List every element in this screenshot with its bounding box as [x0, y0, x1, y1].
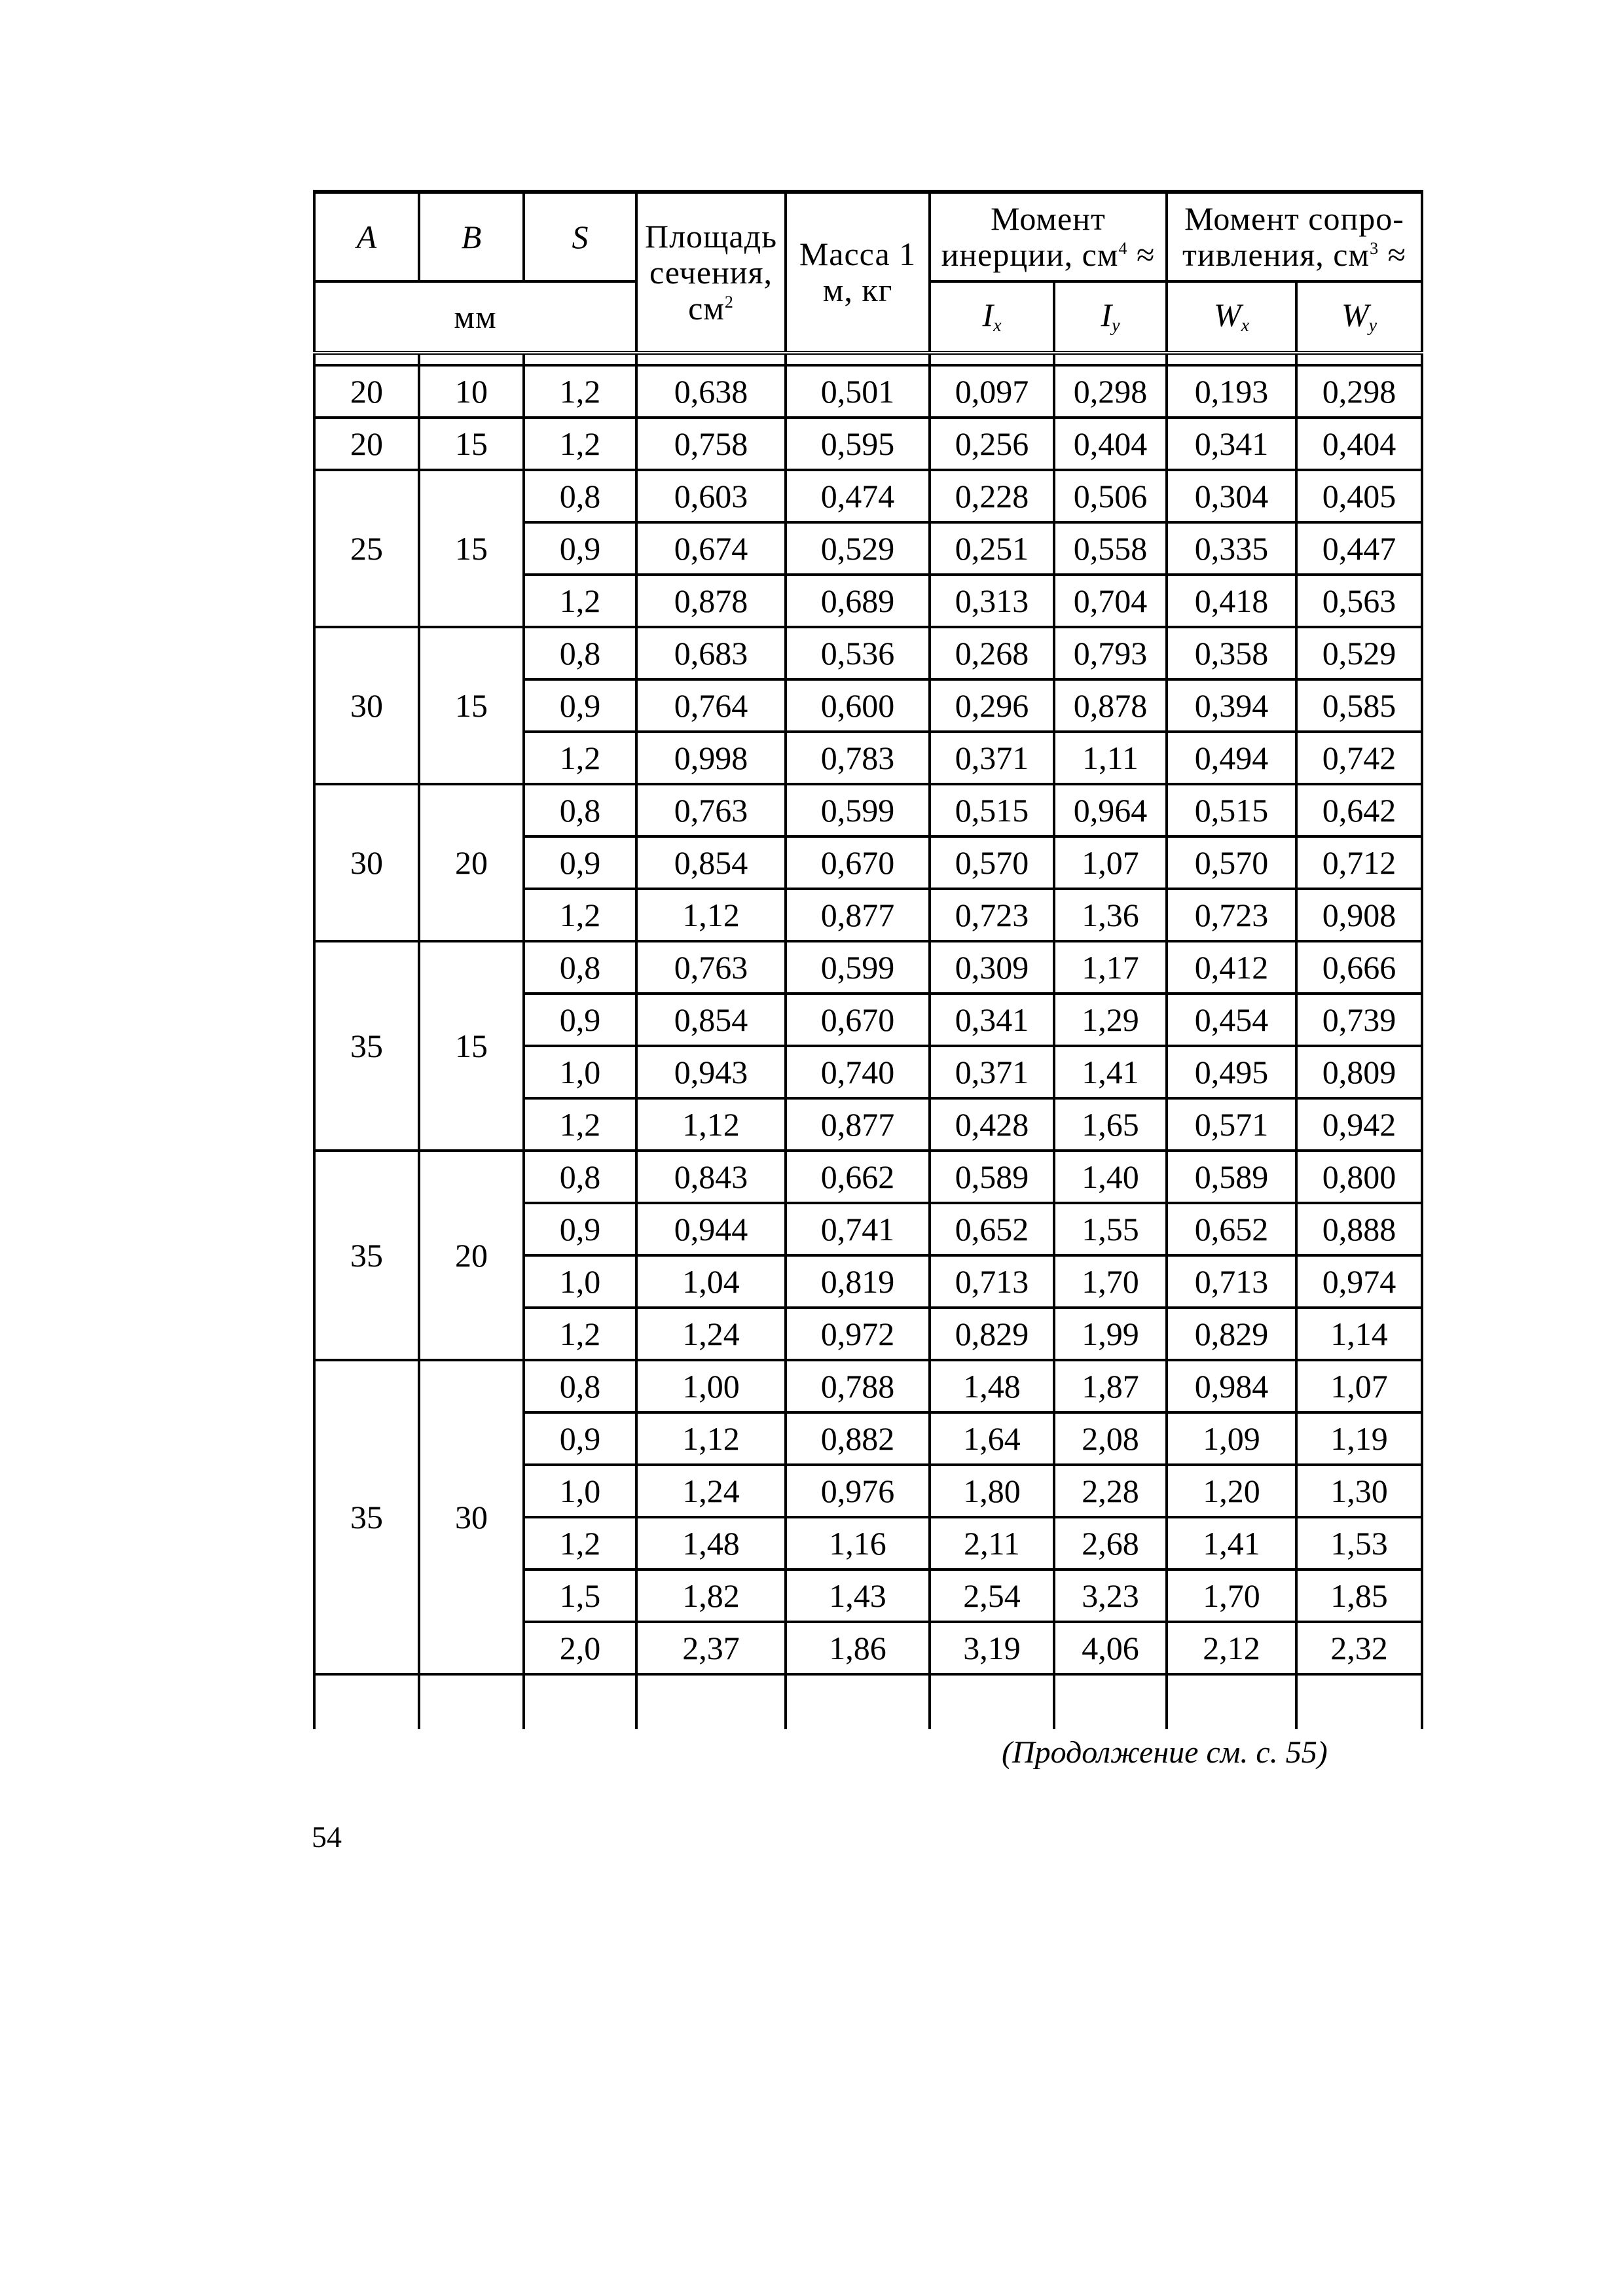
cell-area: 0,943 — [636, 1046, 786, 1098]
cell-wy: 0,739 — [1296, 994, 1422, 1046]
cell-s: 1,2 — [524, 889, 636, 941]
cell-wy: 1,19 — [1296, 1412, 1422, 1465]
cell-area: 0,758 — [636, 418, 786, 470]
cell-s: 0,8 — [524, 1360, 636, 1412]
cell-mass: 0,972 — [786, 1308, 930, 1360]
cell-s: 0,8 — [524, 941, 636, 994]
cell-s: 0,8 — [524, 784, 636, 836]
header-wx-sub: x — [1241, 315, 1250, 336]
header-ix — [930, 281, 1054, 353]
cell-wx: 1,20 — [1167, 1465, 1296, 1517]
cell-wx: 0,829 — [1167, 1308, 1296, 1360]
cell-wy: 1,14 — [1296, 1308, 1422, 1360]
empty-cell — [1167, 1674, 1296, 1729]
cell-wx: 0,358 — [1167, 627, 1296, 679]
cell-wx: 0,193 — [1167, 365, 1296, 418]
cell-iy: 0,558 — [1054, 522, 1167, 575]
cell-b: 15 — [419, 941, 524, 1151]
cell-area: 0,674 — [636, 522, 786, 575]
cell-iy: 0,298 — [1054, 365, 1167, 418]
header-wx — [1167, 281, 1296, 353]
cell-a: 20 — [314, 365, 419, 418]
table-body — [314, 353, 1422, 1729]
cell-iy: 1,87 — [1054, 1360, 1167, 1412]
cell-s: 0,9 — [524, 1412, 636, 1465]
cell-iy: 1,55 — [1054, 1203, 1167, 1255]
cell-mass: 0,600 — [786, 679, 930, 732]
cell-b: 20 — [419, 1151, 524, 1360]
header-inertia — [930, 192, 1167, 281]
table-row — [314, 1151, 1422, 1203]
cell-a: 35 — [314, 941, 419, 1151]
header-inertia-text: Момент инерции, см — [941, 200, 1119, 273]
cell-mass: 0,529 — [786, 522, 930, 575]
cell-a: 25 — [314, 470, 419, 627]
cell-area: 1,24 — [636, 1308, 786, 1360]
header-resist-approx: ≈ — [1387, 236, 1407, 273]
header-inertia-approx: ≈ — [1136, 236, 1156, 273]
cell-area: 0,764 — [636, 679, 786, 732]
cell-wx: 0,495 — [1167, 1046, 1296, 1098]
header-iy-sub: y — [1112, 315, 1120, 336]
cell-ix: 0,251 — [930, 522, 1054, 575]
header-wy-base: W — [1341, 296, 1369, 334]
cell-s: 1,2 — [524, 732, 636, 784]
cell-b: 15 — [419, 470, 524, 627]
cell-ix: 0,296 — [930, 679, 1054, 732]
header-area-unit: см — [688, 289, 725, 327]
header-resist-exp: 3 — [1370, 239, 1379, 258]
cell-mass: 0,662 — [786, 1151, 930, 1203]
separator-cell — [1054, 353, 1167, 365]
empty-cell — [930, 1674, 1054, 1729]
table-row — [314, 941, 1422, 994]
cell-ix: 0,652 — [930, 1203, 1054, 1255]
cell-ix: 0,313 — [930, 575, 1054, 627]
cell-ix: 0,723 — [930, 889, 1054, 941]
cell-wx: 1,70 — [1167, 1570, 1296, 1622]
cell-area: 1,12 — [636, 1098, 786, 1151]
header-mass: Масса 1 м, кг — [786, 192, 930, 353]
cell-mass: 1,86 — [786, 1622, 930, 1674]
cell-wy: 0,298 — [1296, 365, 1422, 418]
cell-wy: 0,404 — [1296, 418, 1422, 470]
cell-mass: 0,474 — [786, 470, 930, 522]
header-a: A — [314, 192, 419, 281]
page-number: 54 — [312, 1820, 342, 1854]
cell-wy: 0,974 — [1296, 1255, 1422, 1308]
cell-area: 1,24 — [636, 1465, 786, 1517]
cell-ix: 0,713 — [930, 1255, 1054, 1308]
cell-s: 0,8 — [524, 1151, 636, 1203]
cell-wx: 0,341 — [1167, 418, 1296, 470]
cell-wy: 0,585 — [1296, 679, 1422, 732]
cell-mass: 0,783 — [786, 732, 930, 784]
cell-area: 0,998 — [636, 732, 786, 784]
cell-area: 0,763 — [636, 941, 786, 994]
header-separator-row — [314, 353, 1422, 365]
cell-s: 0,9 — [524, 836, 636, 889]
empty-cell — [786, 1674, 930, 1729]
cell-wy: 0,405 — [1296, 470, 1422, 522]
header-area — [636, 192, 786, 353]
cell-iy: 1,11 — [1054, 732, 1167, 784]
empty-cell — [314, 1674, 419, 1729]
cell-ix: 0,341 — [930, 994, 1054, 1046]
cell-ix: 0,371 — [930, 1046, 1054, 1098]
cell-s: 1,0 — [524, 1255, 636, 1308]
cell-area: 0,763 — [636, 784, 786, 836]
cell-b: 15 — [419, 627, 524, 784]
cell-mass: 1,43 — [786, 1570, 930, 1622]
cell-iy: 1,70 — [1054, 1255, 1167, 1308]
cell-wy: 1,30 — [1296, 1465, 1422, 1517]
cell-ix: 0,256 — [930, 418, 1054, 470]
cell-wx: 1,09 — [1167, 1412, 1296, 1465]
cell-ix: 0,228 — [930, 470, 1054, 522]
cell-s: 0,9 — [524, 1203, 636, 1255]
cell-a: 30 — [314, 784, 419, 941]
profile-properties-table — [313, 190, 1423, 1729]
cell-mass: 0,740 — [786, 1046, 930, 1098]
cell-wx: 0,418 — [1167, 575, 1296, 627]
cell-wy: 0,642 — [1296, 784, 1422, 836]
cell-area: 0,603 — [636, 470, 786, 522]
cell-iy: 1,41 — [1054, 1046, 1167, 1098]
cell-mass: 0,976 — [786, 1465, 930, 1517]
cell-ix: 0,428 — [930, 1098, 1054, 1151]
cell-wy: 0,529 — [1296, 627, 1422, 679]
empty-cell — [1296, 1674, 1422, 1729]
header-mm: мм — [314, 281, 636, 353]
cell-iy: 1,36 — [1054, 889, 1167, 941]
cell-a: 35 — [314, 1151, 419, 1360]
table-row — [314, 1360, 1422, 1412]
header-area-exp: 2 — [724, 292, 734, 312]
table-row — [314, 784, 1422, 836]
cell-wy: 0,447 — [1296, 522, 1422, 575]
cell-wx: 0,335 — [1167, 522, 1296, 575]
cell-s: 1,0 — [524, 1465, 636, 1517]
cell-iy: 0,964 — [1054, 784, 1167, 836]
cell-wy: 0,942 — [1296, 1098, 1422, 1151]
cell-area: 0,854 — [636, 994, 786, 1046]
cell-s: 0,8 — [524, 470, 636, 522]
header-resist — [1167, 192, 1422, 281]
cell-area: 0,683 — [636, 627, 786, 679]
cell-ix: 0,829 — [930, 1308, 1054, 1360]
empty-cell — [636, 1674, 786, 1729]
cell-ix: 0,570 — [930, 836, 1054, 889]
cell-wx: 0,652 — [1167, 1203, 1296, 1255]
cell-mass: 0,882 — [786, 1412, 930, 1465]
continuation-row — [314, 1674, 1422, 1729]
header-ix-base: I — [982, 296, 994, 334]
separator-cell — [314, 353, 419, 365]
cell-s: 0,9 — [524, 994, 636, 1046]
cell-a: 20 — [314, 418, 419, 470]
cell-iy: 1,07 — [1054, 836, 1167, 889]
cell-wx: 0,304 — [1167, 470, 1296, 522]
cell-iy: 1,99 — [1054, 1308, 1167, 1360]
table-row — [314, 470, 1422, 522]
cell-wx: 2,12 — [1167, 1622, 1296, 1674]
cell-area: 1,12 — [636, 1412, 786, 1465]
cell-wx: 0,454 — [1167, 994, 1296, 1046]
cell-iy: 1,65 — [1054, 1098, 1167, 1151]
cell-mass: 0,877 — [786, 889, 930, 941]
cell-wx: 0,713 — [1167, 1255, 1296, 1308]
cell-wx: 0,494 — [1167, 732, 1296, 784]
header-wy-sub: y — [1368, 315, 1377, 336]
cell-mass: 0,877 — [786, 1098, 930, 1151]
separator-cell — [1167, 353, 1296, 365]
cell-mass: 0,595 — [786, 418, 930, 470]
separator-cell — [419, 353, 524, 365]
cell-mass: 0,819 — [786, 1255, 930, 1308]
cell-ix: 0,589 — [930, 1151, 1054, 1203]
cell-area: 0,944 — [636, 1203, 786, 1255]
cell-ix: 3,19 — [930, 1622, 1054, 1674]
cell-s: 1,2 — [524, 575, 636, 627]
empty-cell — [524, 1674, 636, 1729]
cell-mass: 0,741 — [786, 1203, 930, 1255]
cell-mass: 0,689 — [786, 575, 930, 627]
cell-b: 15 — [419, 418, 524, 470]
cell-iy: 0,878 — [1054, 679, 1167, 732]
cell-area: 2,37 — [636, 1622, 786, 1674]
cell-iy: 2,08 — [1054, 1412, 1167, 1465]
cell-b: 30 — [419, 1360, 524, 1674]
cell-s: 1,5 — [524, 1570, 636, 1622]
cell-ix: 1,48 — [930, 1360, 1054, 1412]
cell-mass: 0,670 — [786, 994, 930, 1046]
cell-ix: 2,54 — [930, 1570, 1054, 1622]
empty-cell — [1054, 1674, 1167, 1729]
header-wx-base: W — [1213, 296, 1241, 334]
cell-iy: 4,06 — [1054, 1622, 1167, 1674]
separator-cell — [636, 353, 786, 365]
cell-s: 1,2 — [524, 365, 636, 418]
cell-s: 0,8 — [524, 627, 636, 679]
header-s: S — [524, 192, 636, 281]
cell-area: 1,48 — [636, 1517, 786, 1570]
cell-area: 1,82 — [636, 1570, 786, 1622]
cell-s: 0,9 — [524, 522, 636, 575]
cell-mass: 0,501 — [786, 365, 930, 418]
separator-cell — [930, 353, 1054, 365]
cell-ix: 1,80 — [930, 1465, 1054, 1517]
header-area-text: Площадь сечения, — [645, 217, 777, 291]
cell-ix: 0,309 — [930, 941, 1054, 994]
table-row — [314, 418, 1422, 470]
cell-area: 0,854 — [636, 836, 786, 889]
cell-wy: 0,712 — [1296, 836, 1422, 889]
cell-wx: 1,41 — [1167, 1517, 1296, 1570]
cell-wy: 0,908 — [1296, 889, 1422, 941]
cell-ix: 0,371 — [930, 732, 1054, 784]
cell-wx: 0,589 — [1167, 1151, 1296, 1203]
cell-wy: 0,809 — [1296, 1046, 1422, 1098]
cell-s: 1,2 — [524, 418, 636, 470]
cell-wx: 0,723 — [1167, 889, 1296, 941]
cell-s: 1,2 — [524, 1098, 636, 1151]
cell-wx: 0,571 — [1167, 1098, 1296, 1151]
cell-mass: 0,670 — [786, 836, 930, 889]
cell-wy: 0,742 — [1296, 732, 1422, 784]
cell-area: 1,04 — [636, 1255, 786, 1308]
cell-wy: 2,32 — [1296, 1622, 1422, 1674]
header-b: B — [419, 192, 524, 281]
cell-iy: 1,40 — [1054, 1151, 1167, 1203]
cell-area: 0,638 — [636, 365, 786, 418]
cell-mass: 1,16 — [786, 1517, 930, 1570]
table-row — [314, 365, 1422, 418]
cell-s: 2,0 — [524, 1622, 636, 1674]
cell-s: 1,2 — [524, 1308, 636, 1360]
cell-iy: 0,404 — [1054, 418, 1167, 470]
cell-wy: 0,666 — [1296, 941, 1422, 994]
header-iy-base: I — [1101, 296, 1112, 334]
cell-iy: 1,17 — [1054, 941, 1167, 994]
cell-mass: 0,599 — [786, 784, 930, 836]
cell-s: 1,0 — [524, 1046, 636, 1098]
cell-mass: 0,788 — [786, 1360, 930, 1412]
cell-iy: 0,704 — [1054, 575, 1167, 627]
cell-mass: 0,536 — [786, 627, 930, 679]
cell-area: 1,12 — [636, 889, 786, 941]
cell-wy: 1,53 — [1296, 1517, 1422, 1570]
cell-area: 0,878 — [636, 575, 786, 627]
cell-wx: 0,412 — [1167, 941, 1296, 994]
table-container — [313, 190, 1421, 1712]
cell-wx: 0,570 — [1167, 836, 1296, 889]
cell-ix: 1,64 — [930, 1412, 1054, 1465]
cell-b: 20 — [419, 784, 524, 941]
cell-area: 0,843 — [636, 1151, 786, 1203]
cell-iy: 2,28 — [1054, 1465, 1167, 1517]
cell-mass: 0,599 — [786, 941, 930, 994]
cell-b: 10 — [419, 365, 524, 418]
cell-s: 0,9 — [524, 679, 636, 732]
header-wy — [1296, 281, 1422, 353]
cell-s: 1,2 — [524, 1517, 636, 1570]
cell-ix: 0,097 — [930, 365, 1054, 418]
cell-ix: 0,268 — [930, 627, 1054, 679]
cell-ix: 0,515 — [930, 784, 1054, 836]
cell-wy: 1,07 — [1296, 1360, 1422, 1412]
cell-iy: 0,506 — [1054, 470, 1167, 522]
cell-iy: 1,29 — [1054, 994, 1167, 1046]
cell-iy: 2,68 — [1054, 1517, 1167, 1570]
cell-wy: 0,888 — [1296, 1203, 1422, 1255]
header-resist-text: Момент сопро-тивления, см — [1182, 200, 1404, 273]
cell-a: 30 — [314, 627, 419, 784]
header-iy — [1054, 281, 1167, 353]
cell-wy: 1,85 — [1296, 1570, 1422, 1622]
cell-iy: 3,23 — [1054, 1570, 1167, 1622]
table-row — [314, 627, 1422, 679]
continuation-note: (Продолжение см. с. 55) — [1002, 1735, 1328, 1770]
separator-cell — [786, 353, 930, 365]
cell-wy: 0,563 — [1296, 575, 1422, 627]
cell-wy: 0,800 — [1296, 1151, 1422, 1203]
cell-wx: 0,515 — [1167, 784, 1296, 836]
header-ix-sub: x — [993, 315, 1002, 336]
header-inertia-exp: 4 — [1118, 239, 1128, 258]
cell-iy: 0,793 — [1054, 627, 1167, 679]
cell-wx: 0,984 — [1167, 1360, 1296, 1412]
cell-area: 1,00 — [636, 1360, 786, 1412]
cell-a: 35 — [314, 1360, 419, 1674]
separator-cell — [1296, 353, 1422, 365]
cell-wx: 0,394 — [1167, 679, 1296, 732]
separator-cell — [524, 353, 636, 365]
cell-ix: 2,11 — [930, 1517, 1054, 1570]
empty-cell — [419, 1674, 524, 1729]
